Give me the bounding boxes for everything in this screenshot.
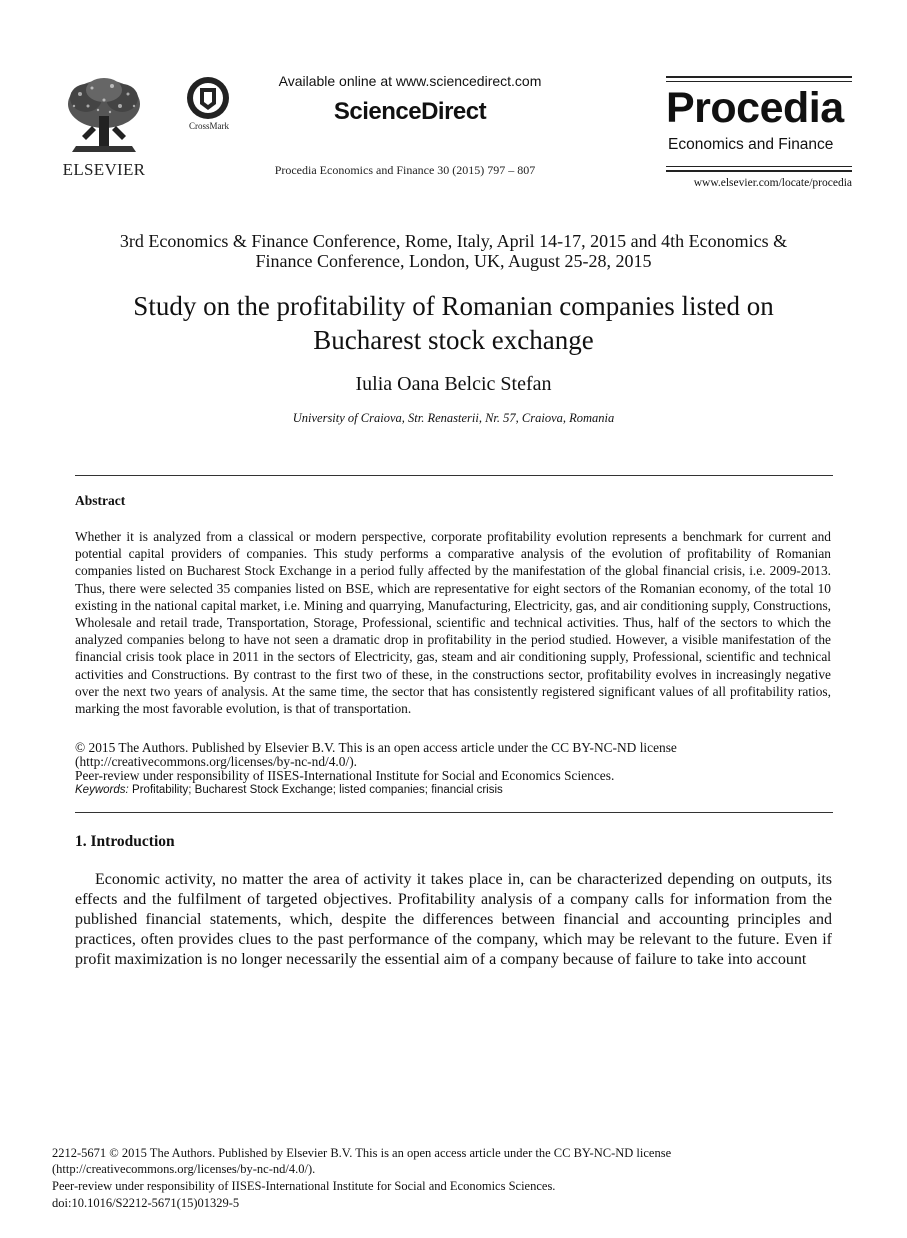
crossmark-badge[interactable]: [180, 76, 238, 136]
copyright-line: © 2015 The Authors. Published by Elsevier B.V. This is an open access article under the CC BY-NC-ND license: [75, 740, 677, 755]
footer-issn-copyright: 2212-5671 © 2015 The Authors. Published by Elsevier B.V. This is an open access article under the CC BY-NC-ND license: [52, 1146, 672, 1160]
license-link[interactable]: (http://creativecommons.org/licenses/by-nc-nd/4.0/).: [75, 754, 358, 769]
author-affiliation: University of Craiova, Str. Renasterii, Nr. 57, Craiova, Romania: [292, 411, 615, 425]
procedia-top-rule-thin: [666, 81, 852, 82]
procedia-bottom-rule: [666, 166, 852, 167]
keywords-line: [75, 782, 831, 797]
footer-license-link[interactable]: (http://creativecommons.org/licenses/by-nc-nd/4.0/).: [52, 1162, 316, 1176]
crossmark-icon: [186, 76, 230, 120]
conference-line-2: Finance Conference, London, UK, August 25-28, 2015: [255, 251, 652, 271]
procedia-top-rule: [666, 76, 852, 78]
procedia-url-link[interactable]: www.elsevier.com/locate/procedia: [693, 177, 852, 189]
peer-review-line: Peer-review under responsibility of IISES-International Institute for Social and Economics Sciences.: [75, 768, 615, 783]
footer-peer-review: Peer-review under responsibility of IISES-International Institute for Social and Economics Sciences.: [52, 1179, 556, 1193]
abstract-top-divider: [75, 475, 833, 476]
keywords-label: Keywords:: [75, 784, 129, 796]
journal-reference: Procedia Economics and Finance 30 (2015) 797 – 807: [274, 163, 536, 177]
crossmark-label: CrossMark: [189, 121, 229, 131]
procedia-title: Procedia: [666, 84, 844, 132]
procedia-subtitle: Economics and Finance: [668, 136, 834, 153]
abstract-heading: Abstract: [75, 493, 126, 508]
abstract-bottom-divider: [75, 812, 833, 813]
conference-line-1: 3rd Economics & Finance Conference, Rome, Italy, April 14-17, 2015 and 4th Economics &: [119, 231, 788, 251]
elsevier-tree-icon: [62, 76, 146, 158]
section-heading-introduction: 1. Introduction: [75, 833, 175, 850]
elsevier-wordmark: ELSEVIER: [62, 160, 146, 179]
conference-info: [70, 231, 837, 271]
sciencedirect-logo: ScienceDirect: [333, 98, 487, 125]
available-online-text: Available online at www.sciencedirect.com: [278, 73, 542, 89]
abstract-body: Whether it is analyzed from a classical or modern perspective, corporate profitability evolution represents a benchmark for current and potential capital providers of companies. This study performs a comparative analysis of the evolution of profitability of Romanian companies listed on Bucharest Stock Exchange in a period fully affected by the manifestation of the global financial crisis, i.e. 2009-2013. Thus, there were selected 35 companies listed on BSE, which are representative for eight sectors of the Romanian economy, of the total 10 existing in the national capital market, i.e. Mining and quarrying, Manufacturing, Electricity, gas, and air conditioning supply, Constructions, Wholesale and retail trade, Transportation, Storage, Professional, scientific and technical activities. Thus, half of the sectors to which the analyzed companies belong to have not seen a dramatic drop in profitability in the period studied. However, a visible manifestation of the financial crisis took place in 2011 in the sectors of Electricity, gas, steam and air conditioning supply, Professional, scientific and technical activities and Constructions. By contrast to the first two of these, in the constructions sector, profitability evolves in increasingly negative over the next two years of analysis. At the same time, the sector that has consistently registered significant values of all profitability ratios, marking the most favorable evolution, is that of transportation.: [75, 529, 831, 717]
paper-title: [90, 289, 817, 357]
procedia-logo: [666, 76, 852, 194]
paper-title-line-2: Bucharest stock exchange: [313, 325, 594, 355]
author-name: Iulia Oana Belcic Stefan: [355, 373, 552, 395]
paper-title-line-1: Study on the profitability of Romanian companies listed on: [133, 291, 774, 321]
elsevier-logo: [56, 76, 152, 179]
footer-doi[interactable]: doi:10.1016/S2212-5671(15)01329-5: [52, 1196, 240, 1210]
keywords-value: Profitability; Bucharest Stock Exchange; listed companies; financial crisis: [132, 784, 503, 796]
procedia-bottom-rule-thick: [666, 170, 852, 172]
introduction-body: Economic activity, no matter the area of activity it takes place in, can be characterized depending on outputs, its effects and the fulfilment of targeted objectives. Profitability analysis of a company calls for information from the published financial statements, which, despite the differences between financial and accounting principles and practices, often provides clues to the past performance of the company, which may be relevant to the future. Even if profit maximization is no longer necessarily the essential aim of a company because of failure to take into account: [75, 871, 832, 968]
